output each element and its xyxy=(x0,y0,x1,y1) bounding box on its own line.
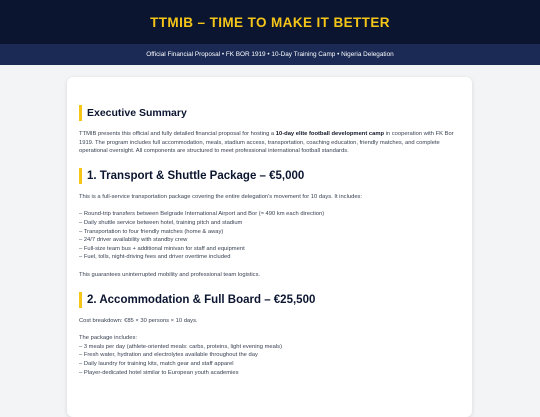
accommodation-cost: Cost breakdown: €85 × 30 persons × 10 days. xyxy=(79,317,198,324)
list-item: – Daily shuttle service between hotel, training pitch and stadium xyxy=(79,219,243,226)
list-item: – 24/7 driver availability with standby crew xyxy=(79,237,188,244)
transport-list xyxy=(79,210,460,262)
header-bar xyxy=(0,0,540,44)
page-subtitle: Official Financial Proposal • FK BOR 1919 • 10-Day Training Camp • Nigeria Delegation xyxy=(146,51,394,58)
accommodation-list xyxy=(79,343,460,377)
list-item: – Full-size team bus + additional minivan for staff and equipment xyxy=(79,245,245,252)
subtitle-bar xyxy=(0,44,540,65)
list-item: – Player-dedicated hotel similar to European youth academies xyxy=(79,369,239,376)
list-item: – Round-trip transfers between Belgrade International Airport and Bor (≈ 490 km each direction) xyxy=(79,211,325,218)
list-item: – 3 meals per day (athlete-oriented meals: carbs, proteins, light evening meals) xyxy=(79,343,282,350)
page-title: TTMIB – TIME TO MAKE IT BETTER xyxy=(150,14,390,30)
proposal-card xyxy=(67,77,472,417)
accommodation-heading: 2. Accommodation & Full Board – €25,500 xyxy=(79,292,460,308)
list-item: – Fuel, tolls, night-driving fees and driver overtime included xyxy=(79,254,231,261)
list-item: – Fresh water, hydration and electrolytes available throughout the day xyxy=(79,352,258,359)
accommodation-includes: The package includes: xyxy=(79,335,138,342)
list-item: – Transportation to four friendly matches (home & away) xyxy=(79,228,224,235)
summary-text-before: TTMIB presents this official and fully detailed financial proposal for hosting a xyxy=(79,131,276,137)
list-item: – Daily laundry for training kits, match gear and staff apparel xyxy=(79,360,234,367)
executive-summary-text xyxy=(79,130,460,156)
summary-text-bold: 10-day elite football development camp xyxy=(275,131,385,137)
executive-summary-heading: Executive Summary xyxy=(79,105,460,121)
transport-intro: This is a full-service transportation package covering the entire delegation's movement for 10 days. It includes: xyxy=(79,193,363,200)
transport-outro: This guarantees uninterrupted mobility and professional team logistics. xyxy=(79,271,261,278)
transport-heading: 1. Transport & Shuttle Package – €5,000 xyxy=(79,168,460,184)
summary-text-after: in cooperation with FK Bor 1919. The program includes full accommodation, meals, stadium access, transportation, coaching education, friendly matches, and complete operational oversight. All components are structured to meet professional international football standards. xyxy=(79,131,454,155)
